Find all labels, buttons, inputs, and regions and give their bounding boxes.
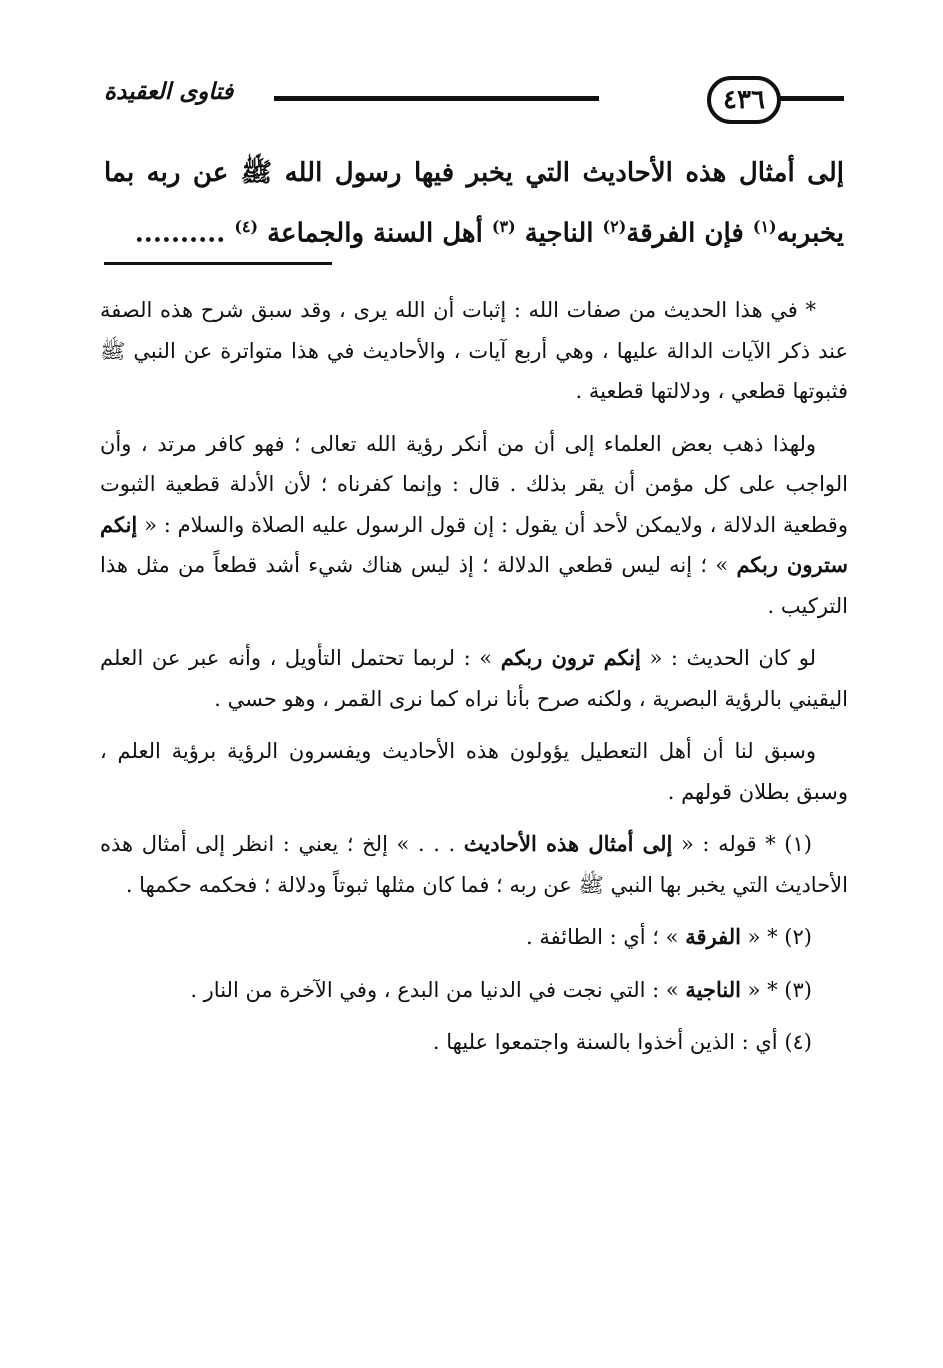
paragraph-text: (١) * قوله : « [672, 832, 812, 856]
page-header [104, 72, 844, 128]
paragraph-text: لو كان الحديث : « [640, 646, 816, 670]
footnote [100, 970, 848, 1011]
hadith-quote: إنكم سترون ربكم [100, 511, 849, 577]
main-text-body: أهل السنة والجماعة [258, 218, 492, 249]
book-title: فتاوى العقيدة [104, 78, 274, 105]
quoted-term: الناجية [685, 976, 741, 1002]
quoted-term: الفرقة [685, 924, 741, 949]
hadith-quote: إنكم ترون ربكم [500, 645, 641, 670]
commentary-paragraph: * في هذا الحديث من صفات الله : إثبات أن الله يرى ، وقد سبق شرح هذه الصفة عند ذكر الآيات الدالة عليها ، وهي أربع آيات ، والأحاديث في هذا متواترة عن النبي ﷺ فثبوتها قطعي ، ودلالتها قطعية . [100, 298, 848, 403]
commentary-paragraph [100, 424, 848, 627]
main-text [104, 146, 844, 261]
commentary-paragraph: وسبق لنا أن أهل التعطيل يؤولون هذه الأحاديث ويفسرون الرؤية برؤية العلم ، وسبق بطلان قولهم . [100, 739, 848, 804]
footnote-ref: (١) [752, 217, 777, 236]
paragraph-text: (٣) * « [740, 977, 812, 1002]
commentary [100, 290, 848, 1075]
main-text-body: فإن الفرقة [626, 218, 753, 249]
footnote-ref: (٢) [602, 217, 627, 236]
footnote: (٤) أي : الذين أخذوا بالسنة واجتمعوا عليها . [432, 1030, 812, 1054]
paragraph-text: ولهذا ذهب بعض العلماء إلى أن من أنكر رؤية الله تعالى ؛ فهو كافر مرتد ، وأن الواجب على كل مؤمن أن يقر بذلك . قال : وإنما كفرناه ؛ لأن الأدلة قطعية الثبوت وقطعية الدلالة ، ولايمكن لأحد أن يقول : إن قول الرسول عليه الصلاة والسلام : « [100, 431, 848, 537]
page-number: ٤٣٦ [707, 76, 781, 124]
ellipsis: .......... [134, 218, 235, 249]
commentary-paragraph [100, 638, 848, 719]
main-text-body: إلى أمثال هذه الأحاديث التي يخبر فيها رسول الله ﷺ عن ربه بما يخبربه [104, 158, 844, 249]
paragraph-text: » : لربما تحتمل التأويل ، وأنه عبر عن العلم اليقيني بالرؤية البصرية ، ولكنه صرح بأنا نراه كما نرى القمر ، وهو حسي . [100, 646, 848, 711]
paragraph-text: (٢) * « [740, 925, 812, 949]
footnote-ref: (٤) [234, 217, 259, 236]
main-text-body: الناجية [515, 218, 603, 249]
header-rule [776, 96, 844, 101]
text-divider [104, 262, 332, 265]
paragraph-text: » ؛ إنه ليس قطعي الدلالة ؛ إذ ليس هناك شيء أشد قطعاً من مثل هذا التركيب . [100, 553, 848, 618]
footnote-ref: (٣) [491, 217, 516, 236]
footnote [100, 917, 848, 958]
footnote [100, 824, 848, 905]
quoted-term: إلى أمثال هذه الأحاديث [463, 831, 673, 856]
paragraph-text: » : التي نجت في الدنيا من البدع ، وفي الآخرة من النار . [190, 977, 686, 1002]
paragraph-text: » ؛ أي : الطائفة . [526, 925, 686, 949]
paragraph-text: . . . » إلخ ؛ يعني : انظر إلى أمثال هذه الأحاديث التي يخبر بها النبي ﷺ عن ربه ؛ فما كان مثلها ثبوتاً ودلالة ؛ فحكمه حكمها . [100, 832, 848, 897]
